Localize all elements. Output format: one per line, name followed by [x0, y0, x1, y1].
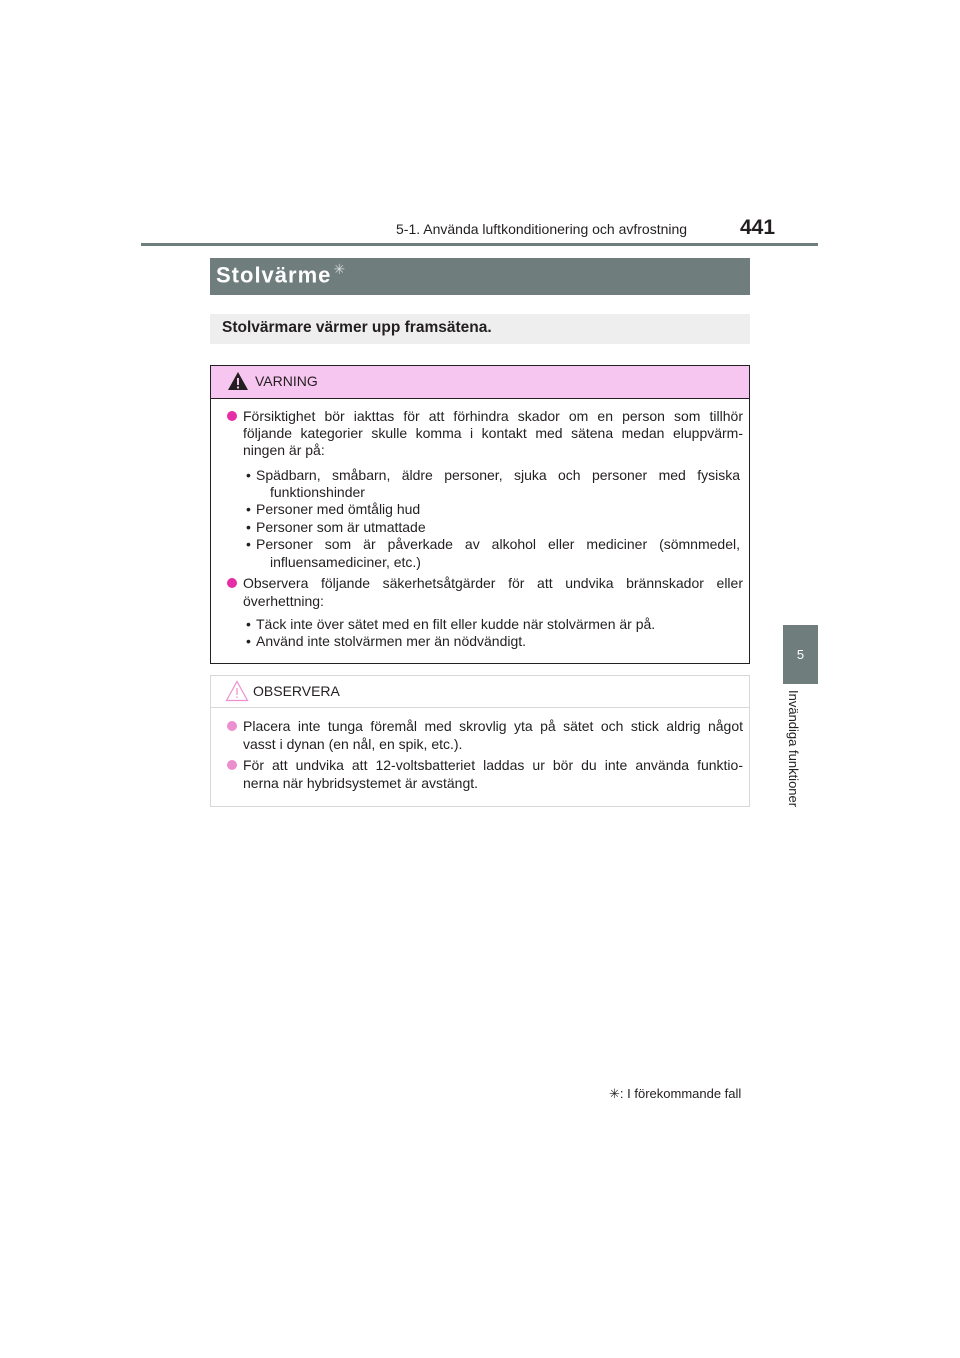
chapter-number: 5: [796, 647, 805, 662]
warning-subitem: Spädbarn, småbarn, äldre personer, sjuka och personer med fysiska: [256, 467, 740, 483]
caution-triangle-icon: [225, 680, 249, 702]
bullet-dot: [227, 760, 237, 770]
warning-subitem: Använd inte stolvärmen mer än nödvändigt.: [256, 633, 527, 649]
warning-subitem: Personer med ömtålig hud: [256, 501, 421, 517]
warning-subitem: Personer som är utmattade: [256, 519, 426, 535]
warning-box: [210, 365, 750, 664]
page-number: 441: [740, 216, 776, 239]
warning-header: [211, 366, 749, 399]
caution-header: [211, 676, 749, 708]
warning-subitem: funktionshinder: [270, 484, 365, 500]
sub-bullet: •: [246, 633, 251, 649]
caution-box: [210, 675, 750, 807]
asterisk-icon: ✳: [609, 1086, 620, 1101]
bullet-dot: [227, 578, 237, 588]
caution-line: För att undvika att 12-voltsbatteriet laddas ur bör du inte använda funktio-: [243, 757, 743, 773]
bullet-dot: [227, 721, 237, 731]
chapter-tab: [783, 625, 818, 684]
warning-line: följande kategorier skulle komma i kontakt med sätena medan eluppvärm-: [243, 425, 743, 441]
caution-line: nerna när hybridsystemet är avstängt.: [243, 775, 479, 791]
footnote: [609, 1086, 741, 1102]
warning-line: Observera följande säkerhetsåtgärder för att undvika brännskador eller: [243, 575, 743, 591]
header-rule: [141, 243, 818, 246]
caution-label: OBSERVERA: [253, 683, 340, 699]
page-title: [216, 261, 346, 288]
chapter-label-text: Invändiga funktioner: [786, 690, 801, 808]
subtitle-text: Stolvärmare värmer upp framsätena.: [222, 319, 492, 336]
chapter-label: [783, 690, 807, 850]
bullet-dot: [227, 411, 237, 421]
warning-subitem: Personer som är påverkade av alkohol eller mediciner (sömnmedel,: [256, 536, 740, 552]
page-title-text: Stolvärme: [216, 262, 332, 288]
caution-line: Placera inte tunga föremål med skrovlig yta på sätet och stick aldrig något: [243, 718, 743, 734]
warning-line: ningen är på:: [243, 442, 325, 458]
asterisk-icon: ✳: [333, 261, 347, 277]
subtitle-bar: [210, 314, 750, 344]
warning-subitem: Täck inte över sätet med en filt eller kudde när stolvärmen är på.: [256, 616, 656, 632]
header-section-title: 5-1. Använda luftkonditionering och avfrostning: [396, 221, 688, 237]
title-bar: [210, 258, 750, 295]
warning-label: VARNING: [255, 373, 318, 389]
footnote-text: : I förekommande fall: [619, 1086, 742, 1101]
warning-subitem: influensamediciner, etc.): [270, 554, 421, 570]
warning-triangle-icon: [227, 371, 249, 391]
sub-bullet: •: [246, 536, 251, 552]
caution-line: vasst i dynan (en nål, en spik, etc.).: [243, 736, 463, 752]
sub-bullet: •: [246, 519, 251, 535]
sub-bullet: •: [246, 616, 251, 632]
warning-line: överhettning:: [243, 593, 324, 609]
warning-line: Försiktighet bör iakttas för att förhindra skador om en person som tillhör: [243, 408, 743, 424]
sub-bullet: •: [246, 501, 251, 517]
sub-bullet: •: [246, 467, 251, 483]
